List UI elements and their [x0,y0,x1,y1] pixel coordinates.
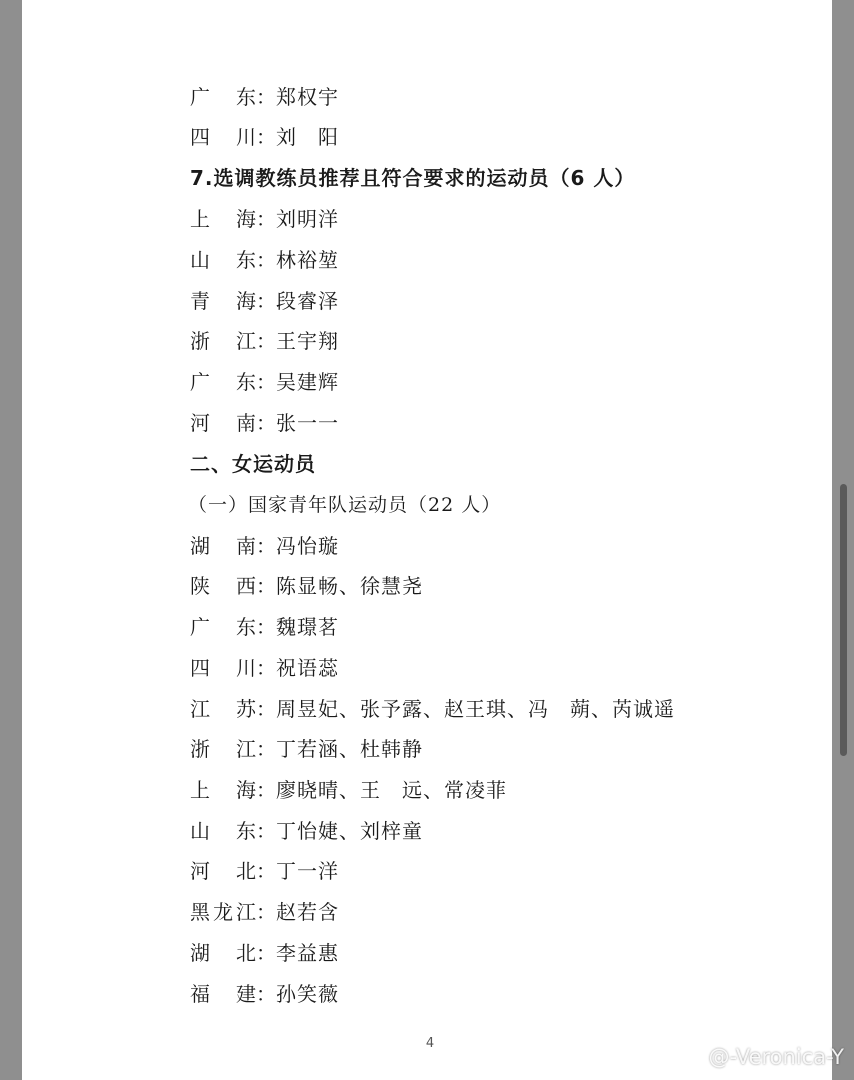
entry-row [190,979,339,1009]
athlete-names: 李益惠 [276,941,339,965]
athlete-names: 孙笑薇 [276,982,339,1006]
colon: ： [256,819,276,843]
colon: ： [256,737,276,761]
entry-row [190,82,339,112]
athlete-names: 郑权宇 [276,85,339,109]
entry-row [190,571,423,601]
province-label: 黑龙江 [190,900,256,924]
part-2-heading: 二、女运动员 [190,452,316,476]
province-label: 广东 [190,615,256,639]
athlete-names: 祝语蕊 [276,656,339,680]
entry-row [190,122,339,152]
colon: ： [256,859,276,883]
colon: ： [256,574,276,598]
entry-row [190,612,339,642]
colon: ： [256,411,276,435]
entry-row [190,734,423,764]
province-label: 浙江 [190,329,256,353]
province-label: 河南 [190,411,256,435]
province-label: 上海 [190,207,256,231]
province-label: 山东 [190,248,256,272]
colon: ： [256,248,276,272]
entry-row [190,326,339,356]
athlete-names: 刘明洋 [276,207,339,231]
province-label: 湖北 [190,941,256,965]
athlete-names: 刘 阳 [276,125,339,149]
athlete-names: 冯怡璇 [276,534,339,558]
athlete-names: 丁怡婕、刘梓童 [276,819,423,843]
entry-row [190,408,339,438]
colon: ： [256,982,276,1006]
colon: ： [256,534,276,558]
province-label: 青海 [190,289,256,313]
province-label: 浙江 [190,737,256,761]
province-label: 上海 [190,778,256,802]
province-label: 湖南 [190,534,256,558]
athlete-names: 吴建辉 [276,370,339,394]
province-label: 四川 [190,656,256,680]
colon: ： [256,941,276,965]
colon: ： [256,370,276,394]
province-label: 广东 [190,370,256,394]
colon: ： [256,207,276,231]
entry-row [190,245,339,275]
watermark-text: @-Veronica-Y [708,1045,844,1069]
entry-row [190,816,423,846]
athlete-names: 廖晓晴、王 远、常凌菲 [276,778,507,802]
document-page [22,0,832,1080]
athlete-names: 赵若含 [276,900,339,924]
entry-row [190,367,339,397]
entry-row [190,531,339,561]
province-label: 陕西 [190,574,256,598]
athlete-names: 魏璟茗 [276,615,339,639]
athlete-names: 周昱妃、张予露、赵王琪、冯 蒴、芮诚遥 [276,697,675,721]
colon: ： [256,329,276,353]
athlete-names: 丁若涵、杜韩静 [276,737,423,761]
athlete-names: 段睿泽 [276,289,339,313]
entry-row [190,775,507,805]
colon: ： [256,778,276,802]
athlete-names: 张一一 [276,411,339,435]
subsection-1-heading: （一）国家青年队运动员（22 人） [188,494,502,516]
athlete-names: 王宇翔 [276,329,339,353]
athlete-names: 林裕堃 [276,248,339,272]
colon: ： [256,615,276,639]
athlete-names: 陈显畅、徐慧尧 [276,574,423,598]
entry-row [190,653,339,683]
province-label: 福建 [190,982,256,1006]
colon: ： [256,289,276,313]
athlete-names: 丁一洋 [276,859,339,883]
province-label: 广东 [190,85,256,109]
colon: ： [256,900,276,924]
weibo-icon [679,1046,705,1068]
colon: ： [256,656,276,680]
page-number: 4 [425,1036,435,1051]
colon: ： [256,125,276,149]
province-label: 四川 [190,125,256,149]
colon: ： [256,697,276,721]
province-label: 江苏 [190,697,256,721]
province-label: 河北 [190,859,256,883]
section-7-heading: 7.选调教练员推荐且符合要求的运动员（6 人） [190,166,636,190]
vertical-scrollbar[interactable] [840,484,847,756]
entry-row [190,897,339,927]
entry-row [190,694,675,724]
watermark [679,1042,845,1072]
entry-row [190,204,339,234]
entry-row [190,286,339,316]
entry-row [190,856,339,886]
province-label: 山东 [190,819,256,843]
entry-row [190,938,339,968]
colon: ： [256,85,276,109]
